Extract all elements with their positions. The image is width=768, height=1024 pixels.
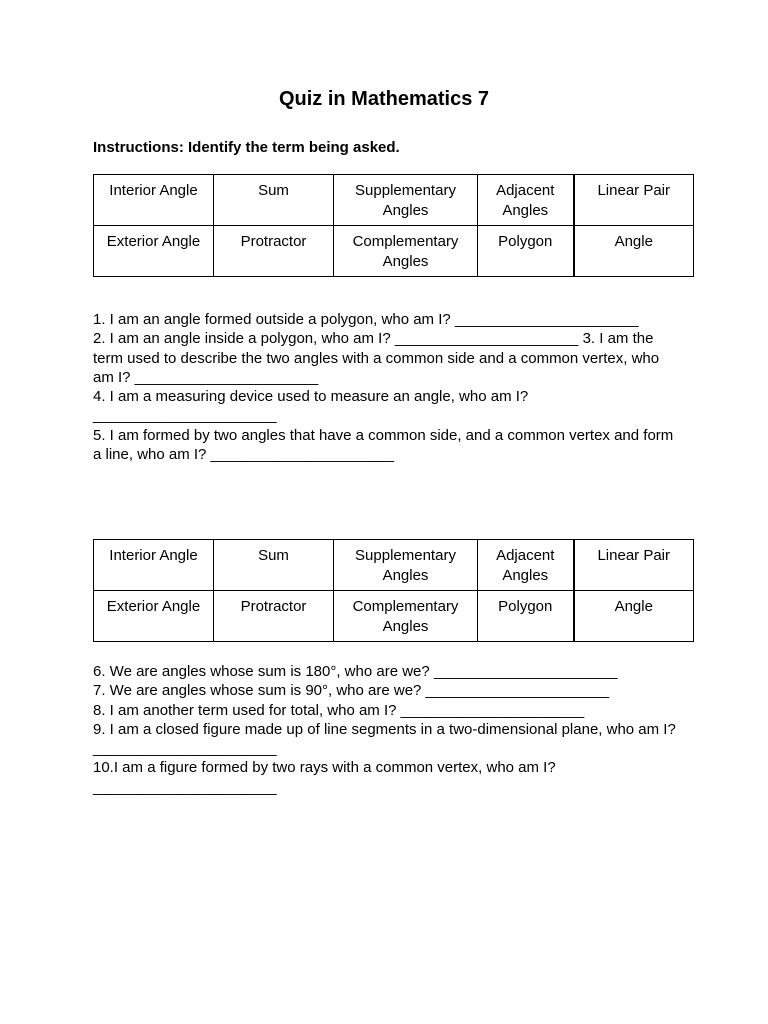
- table-cell: Complementary Angles: [334, 226, 478, 277]
- table-cell: Angle: [574, 226, 694, 277]
- table-cell: Sum: [214, 540, 334, 591]
- table-cell: Exterior Angle: [94, 226, 214, 277]
- questions-part-1: [93, 310, 683, 464]
- question-2: 2. I am an angle inside a polygon, who am I? ______________________: [93, 330, 579, 348]
- instructions: Instructions: Identify the term being asked.: [93, 139, 400, 156]
- question-4: 4. I am a measuring device used to measure an angle, who am I? ______________________: [93, 388, 529, 425]
- table-cell: Supplementary Angles: [334, 175, 478, 226]
- table-cell: Sum: [214, 175, 334, 226]
- table-cell: Adjacent Angles: [478, 540, 574, 591]
- question-2-3: [93, 329, 683, 387]
- table-cell: Interior Angle: [94, 175, 214, 226]
- table-cell: Adjacent Angles: [478, 175, 574, 226]
- table-row: [94, 175, 694, 226]
- question-5: 5. I am formed by two angles that have a common side, and a common vertex and form a line, who am I? ______________________: [93, 426, 674, 464]
- table-cell: Protractor: [214, 226, 334, 277]
- table-cell: Linear Pair: [574, 175, 694, 226]
- question-7: 7. We are angles whose sum is 90°, who are we? ______________________: [93, 682, 610, 700]
- question-6: 6. We are angles whose sum is 180°, who are we? ______________________: [93, 663, 618, 680]
- terms-table-2: [93, 539, 694, 642]
- table-cell: Polygon: [478, 591, 574, 642]
- question-1: 1. I am an angle formed outside a polygon, who am I? ______________________: [93, 311, 639, 328]
- question-3: 3. I am the term used to describe the two angles with a common side and a common vertex, who am I? ______________________: [93, 330, 660, 386]
- table-row: [94, 226, 694, 277]
- table-cell: Angle: [574, 591, 694, 642]
- question-10: 10.I am a figure formed by two rays with a common vertex, who am I? ______________________: [93, 759, 556, 796]
- table-row: [94, 591, 694, 642]
- table-cell: Exterior Angle: [94, 591, 214, 642]
- question-8: 8. I am another term used for total, who am I? ______________________: [93, 701, 585, 719]
- table-cell: Protractor: [214, 591, 334, 642]
- terms-table-1: [93, 174, 694, 277]
- page-title: Quiz in Mathematics 7: [278, 88, 490, 110]
- table-row: [94, 540, 694, 591]
- table-cell: Complementary Angles: [334, 591, 478, 642]
- question-9: 9. I am a closed figure made up of line segments in a two-dimensional plane, who am I? ______________________: [93, 720, 676, 758]
- questions-part-2: [93, 662, 683, 797]
- table-cell: Linear Pair: [574, 540, 694, 591]
- table-cell: Interior Angle: [94, 540, 214, 591]
- table-cell: Polygon: [478, 226, 574, 277]
- table-cell: Supplementary Angles: [334, 540, 478, 591]
